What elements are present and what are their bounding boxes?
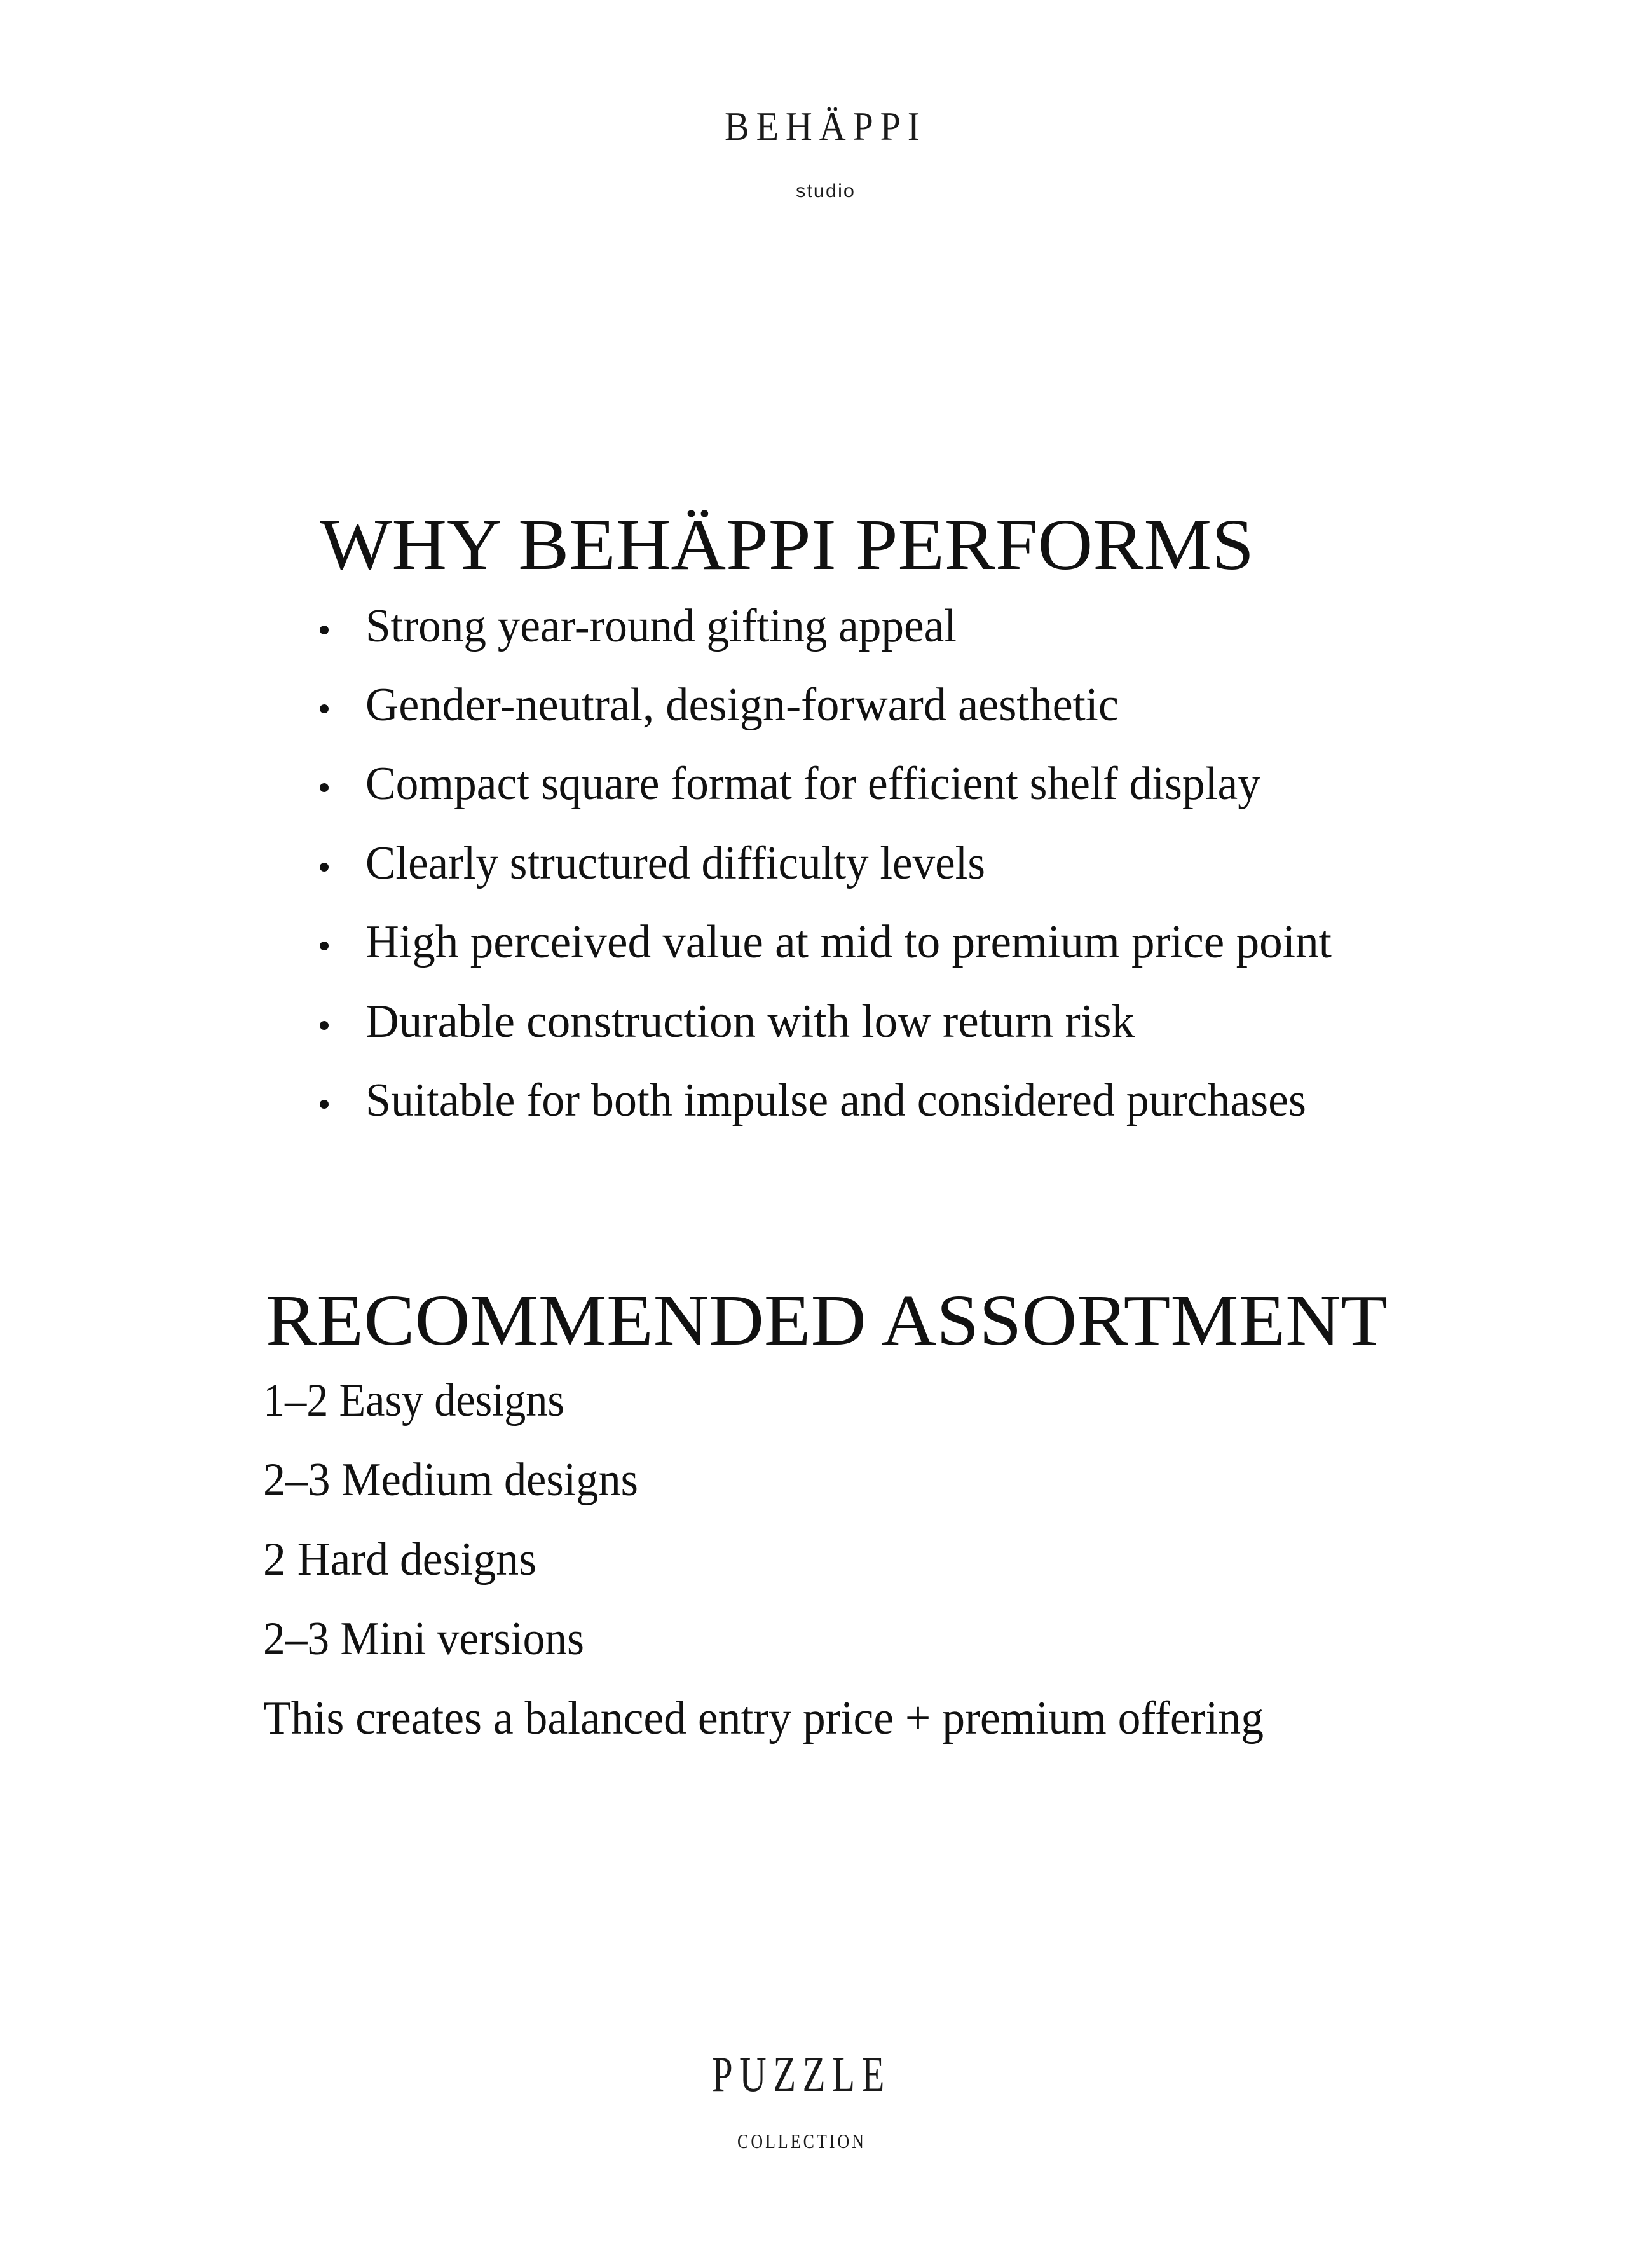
bullet-icon [320,704,329,713]
section-title-performs: WHY BEHÄPPI PERFORMS [320,504,1254,585]
bullet-icon [320,783,329,792]
bullet-icon [320,626,329,634]
assortment-item: 2–3 Mini versions [263,1613,584,1665]
collection-title: PUZZLE [712,2046,891,2102]
brand-subtitle: studio [796,181,856,202]
assortment-item: 2–3 Medium designs [263,1454,638,1506]
list-item-text: Gender-neutral, design-forward aesthetic [365,679,1119,731]
section-title-assortment: RECOMMENDED ASSORTMENT [266,1280,1388,1360]
collection-subtitle: COLLECTION [737,2130,866,2153]
assortment-summary: This creates a balanced entry price + premium offering [263,1692,1264,1744]
list-item-text: Clearly structured difficulty levels [365,837,985,889]
bullet-icon [320,1021,329,1030]
list-item-text: Durable construction with low return risk [365,996,1135,1048]
list-item-text: Suitable for both impulse and considered purchases [365,1074,1306,1126]
bullet-icon [320,1100,329,1109]
bullet-icon [320,863,329,872]
list-item-text: High perceived value at mid to premium price point [365,916,1332,968]
brand-logo: BEHÄPPI [725,104,927,149]
assortment-item: 2 Hard designs [263,1533,536,1585]
bullet-icon [320,942,329,950]
assortment-item: 1–2 Easy designs [263,1374,564,1427]
list-item-text: Compact square format for efficient shelf display [365,758,1260,810]
list-item-text: Strong year-round gifting appeal [365,600,957,652]
